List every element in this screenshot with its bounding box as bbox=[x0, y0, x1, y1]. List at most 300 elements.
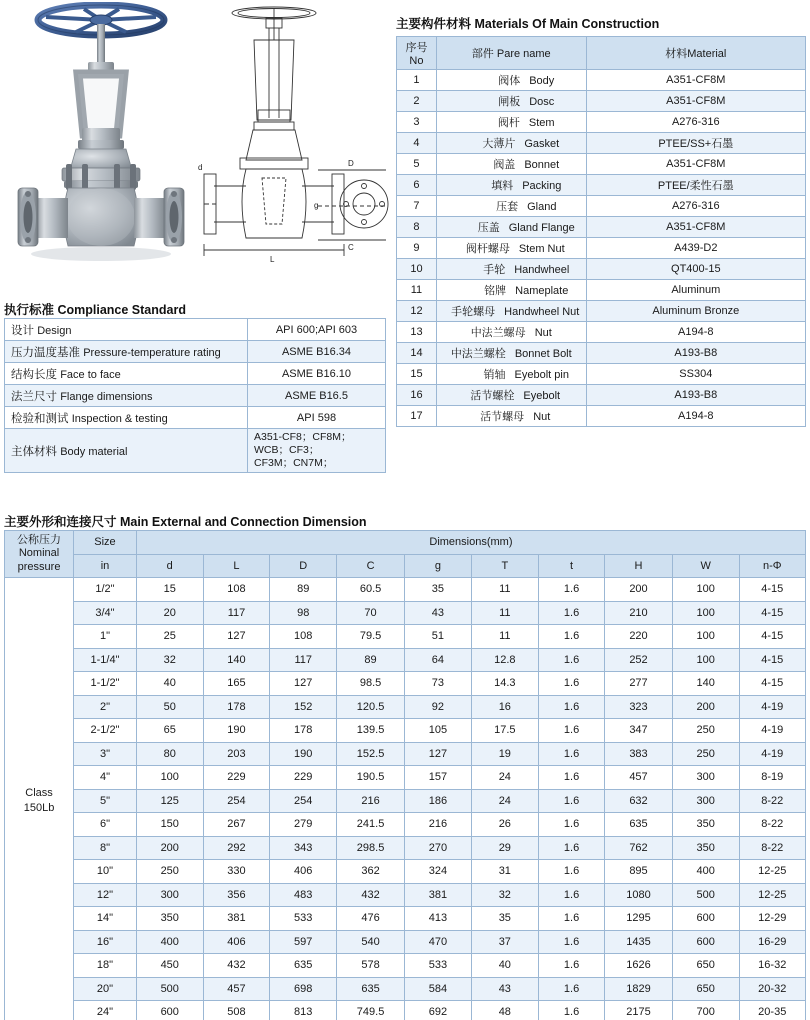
dimensions-size-value: 1" bbox=[74, 625, 137, 649]
dimensions-cell-L: 108 bbox=[203, 578, 270, 602]
materials-row bbox=[397, 91, 806, 112]
dimensions-header-row-2 bbox=[5, 554, 806, 578]
compliance-label-en: Face to face bbox=[60, 368, 121, 381]
dimensions-cell-D: 117 bbox=[270, 648, 337, 672]
material-value: A276-316 bbox=[586, 112, 805, 133]
dimensions-cell-n: 8-19 bbox=[739, 766, 806, 790]
compliance-label-en: Design bbox=[37, 324, 72, 337]
dimensions-cell-H: 210 bbox=[605, 601, 673, 625]
dimensions-cell-g: 51 bbox=[405, 625, 472, 649]
dimensions-cell-D: 89 bbox=[270, 578, 337, 602]
dimensions-cell-T: 29 bbox=[471, 836, 538, 860]
dimensions-cell-L: 165 bbox=[203, 672, 270, 696]
dimensions-cell-g: 470 bbox=[405, 930, 472, 954]
dimensions-cell-W: 350 bbox=[672, 813, 739, 837]
dimensions-cell-n: 4-19 bbox=[739, 695, 806, 719]
material-part: 阀杆 Stem bbox=[436, 112, 586, 133]
materials-row bbox=[397, 133, 806, 154]
materials-header-part: 部件 Pare name bbox=[436, 37, 586, 70]
dimensions-cell-g: 127 bbox=[405, 742, 472, 766]
dimensions-cell-C: 139.5 bbox=[337, 719, 405, 743]
dimensions-header-col-C: C bbox=[337, 554, 405, 578]
dimensions-size-value: 1/2" bbox=[74, 578, 137, 602]
dimensions-cell-t: 1.6 bbox=[538, 907, 604, 931]
dimensions-cell-D: 483 bbox=[270, 883, 337, 907]
dimensions-size-value: 18" bbox=[74, 954, 137, 978]
dimensions-header-size: Size bbox=[74, 531, 137, 555]
material-no: 14 bbox=[397, 343, 437, 364]
dimensions-cell-D: 635 bbox=[270, 954, 337, 978]
dimensions-header-size-unit: in bbox=[74, 554, 137, 578]
svg-text:L: L bbox=[270, 255, 275, 264]
dimensions-cell-C: 635 bbox=[337, 977, 405, 1001]
dimensions-cell-D: 254 bbox=[270, 789, 337, 813]
material-part: 闸板 Dosc bbox=[436, 91, 586, 112]
dimensions-cell-W: 350 bbox=[672, 836, 739, 860]
material-no: 1 bbox=[397, 70, 437, 91]
dimensions-cell-C: 432 bbox=[337, 883, 405, 907]
dimensions-cell-n: 16-29 bbox=[739, 930, 806, 954]
material-part: 手轮螺母 Handwheel Nut bbox=[436, 301, 586, 322]
dimensions-cell-C: 89 bbox=[337, 648, 405, 672]
dimensions-row bbox=[5, 977, 806, 1001]
dimensions-cell-H: 1829 bbox=[605, 977, 673, 1001]
dimensions-cell-D: 108 bbox=[270, 625, 337, 649]
dimensions-cell-W: 100 bbox=[672, 601, 739, 625]
svg-text:C: C bbox=[348, 243, 354, 252]
compliance-value: ASME B16.34 bbox=[248, 341, 386, 363]
dimensions-size-value: 10" bbox=[74, 860, 137, 884]
dimensions-cell-T: 16 bbox=[471, 695, 538, 719]
dimensions-cell-W: 650 bbox=[672, 977, 739, 1001]
dimensions-cell-D: 98 bbox=[270, 601, 337, 625]
dimensions-cell-D: 813 bbox=[270, 1001, 337, 1020]
dimensions-cell-D: 597 bbox=[270, 930, 337, 954]
dimensions-cell-d: 600 bbox=[136, 1001, 203, 1020]
dimensions-cell-W: 100 bbox=[672, 625, 739, 649]
dimensions-cell-n: 20-32 bbox=[739, 977, 806, 1001]
dimensions-cell-C: 152.5 bbox=[337, 742, 405, 766]
dimensions-cell-d: 200 bbox=[136, 836, 203, 860]
product-images bbox=[0, 0, 390, 292]
header-no-line2: No bbox=[409, 55, 424, 67]
material-part: 中法兰螺母 Nut bbox=[436, 322, 586, 343]
dimensions-row bbox=[5, 719, 806, 743]
materials-row bbox=[397, 175, 806, 196]
material-value: PTEE/SS+石墨 bbox=[586, 133, 805, 154]
dimensions-row bbox=[5, 578, 806, 602]
compliance-row bbox=[5, 385, 386, 407]
dimensions-cell-L: 267 bbox=[203, 813, 270, 837]
dimensions-row bbox=[5, 954, 806, 978]
dimensions-row bbox=[5, 648, 806, 672]
materials-title: 主要构件材料 Materials Of Main Construction bbox=[396, 17, 660, 31]
dimensions-cell-n: 4-15 bbox=[739, 648, 806, 672]
dimensions-cell-t: 1.6 bbox=[538, 695, 604, 719]
compliance-label bbox=[5, 363, 248, 385]
dimensions-cell-n: 4-15 bbox=[739, 601, 806, 625]
dimensions-cell-H: 2175 bbox=[605, 1001, 673, 1020]
dimensions-cell-d: 250 bbox=[136, 860, 203, 884]
dimensions-header-col-L: L bbox=[203, 554, 270, 578]
dimensions-cell-d: 15 bbox=[136, 578, 203, 602]
dimensions-cell-W: 650 bbox=[672, 954, 739, 978]
materials-row bbox=[397, 280, 806, 301]
dimensions-cell-H: 323 bbox=[605, 695, 673, 719]
material-no: 2 bbox=[397, 91, 437, 112]
dimensions-row bbox=[5, 930, 806, 954]
dimensions-cell-W: 100 bbox=[672, 578, 739, 602]
dimensions-size-value: 16" bbox=[74, 930, 137, 954]
dimensions-table bbox=[4, 530, 806, 1020]
dimensions-cell-g: 692 bbox=[405, 1001, 472, 1020]
material-no: 9 bbox=[397, 238, 437, 259]
dimensions-cell-L: 432 bbox=[203, 954, 270, 978]
compliance-label-en: Inspection & testing bbox=[71, 412, 168, 425]
materials-row bbox=[397, 238, 806, 259]
dimensions-cell-D: 406 bbox=[270, 860, 337, 884]
dimensions-cell-d: 65 bbox=[136, 719, 203, 743]
dimensions-cell-T: 37 bbox=[471, 930, 538, 954]
dimensions-cell-L: 457 bbox=[203, 977, 270, 1001]
material-no: 17 bbox=[397, 406, 437, 427]
dimensions-size-value: 14" bbox=[74, 907, 137, 931]
dimensions-cell-n: 4-15 bbox=[739, 625, 806, 649]
dimensions-cell-T: 17.5 bbox=[471, 719, 538, 743]
compliance-row bbox=[5, 319, 386, 341]
dimensions-cell-d: 20 bbox=[136, 601, 203, 625]
dimensions-cell-T: 11 bbox=[471, 625, 538, 649]
dimensions-row bbox=[5, 907, 806, 931]
material-no: 3 bbox=[397, 112, 437, 133]
material-part: 销轴 Eyebolt pin bbox=[436, 364, 586, 385]
material-part: 填料 Packing bbox=[436, 175, 586, 196]
material-no: 4 bbox=[397, 133, 437, 154]
dimensions-cell-H: 200 bbox=[605, 578, 673, 602]
dimensions-cell-L: 127 bbox=[203, 625, 270, 649]
dimensions-cell-C: 120.5 bbox=[337, 695, 405, 719]
dimensions-cell-g: 43 bbox=[405, 601, 472, 625]
dimensions-size-value: 1-1/4" bbox=[74, 648, 137, 672]
dimensions-size-value: 1-1/2" bbox=[74, 672, 137, 696]
dimensions-cell-C: 190.5 bbox=[337, 766, 405, 790]
dimensions-cell-t: 1.6 bbox=[538, 836, 604, 860]
dimensions-cell-T: 35 bbox=[471, 907, 538, 931]
material-value: A351-CF8M bbox=[586, 154, 805, 175]
material-value: A194-8 bbox=[586, 406, 805, 427]
dimensions-cell-g: 186 bbox=[405, 789, 472, 813]
dimensions-cell-t: 1.6 bbox=[538, 813, 604, 837]
materials-row bbox=[397, 196, 806, 217]
dimensions-row bbox=[5, 789, 806, 813]
dimensions-cell-W: 300 bbox=[672, 766, 739, 790]
materials-row bbox=[397, 322, 806, 343]
materials-row bbox=[397, 259, 806, 280]
dimension-drawing bbox=[196, 0, 390, 292]
dimensions-cell-g: 35 bbox=[405, 578, 472, 602]
material-no: 5 bbox=[397, 154, 437, 175]
compliance-label bbox=[5, 319, 248, 341]
materials-row bbox=[397, 301, 806, 322]
dimensions-cell-g: 413 bbox=[405, 907, 472, 931]
dimensions-cell-L: 229 bbox=[203, 766, 270, 790]
dimensions-cell-d: 125 bbox=[136, 789, 203, 813]
dimensions-cell-d: 400 bbox=[136, 930, 203, 954]
compliance-label-en: Body material bbox=[60, 445, 128, 458]
dimensions-cell-n: 8-22 bbox=[739, 813, 806, 837]
dimensions-cell-C: 79.5 bbox=[337, 625, 405, 649]
compliance-label-cn: 压力温度基准 bbox=[11, 346, 84, 359]
dimensions-cell-C: 98.5 bbox=[337, 672, 405, 696]
dimensions-header-col-n: n-Φ bbox=[739, 554, 806, 578]
dimensions-cell-H: 457 bbox=[605, 766, 673, 790]
material-no: 7 bbox=[397, 196, 437, 217]
dimensions-row bbox=[5, 860, 806, 884]
dimensions-size-value: 2" bbox=[74, 695, 137, 719]
dimensions-cell-H: 895 bbox=[605, 860, 673, 884]
dimensions-cell-g: 270 bbox=[405, 836, 472, 860]
dimensions-cell-n: 16-32 bbox=[739, 954, 806, 978]
dimensions-cell-W: 250 bbox=[672, 719, 739, 743]
materials-row bbox=[397, 364, 806, 385]
dimensions-cell-W: 600 bbox=[672, 930, 739, 954]
dimensions-cell-H: 632 bbox=[605, 789, 673, 813]
dimensions-cell-g: 73 bbox=[405, 672, 472, 696]
dimensions-cell-L: 203 bbox=[203, 742, 270, 766]
dimensions-row bbox=[5, 672, 806, 696]
dimensions-cell-D: 533 bbox=[270, 907, 337, 931]
compliance-row bbox=[5, 341, 386, 363]
svg-text:d: d bbox=[198, 163, 203, 172]
dimensions-cell-W: 250 bbox=[672, 742, 739, 766]
dimensions-header-col-g: g bbox=[405, 554, 472, 578]
dimensions-cell-g: 381 bbox=[405, 883, 472, 907]
material-value: A351-CF8M bbox=[586, 70, 805, 91]
dimensions-cell-H: 635 bbox=[605, 813, 673, 837]
dimensions-cell-L: 178 bbox=[203, 695, 270, 719]
dimensions-cell-d: 350 bbox=[136, 907, 203, 931]
dimensions-cell-T: 11 bbox=[471, 578, 538, 602]
dimensions-cell-t: 1.6 bbox=[538, 954, 604, 978]
dimensions-cell-C: 298.5 bbox=[337, 836, 405, 860]
dimensions-cell-t: 1.6 bbox=[538, 625, 604, 649]
dimensions-cell-L: 190 bbox=[203, 719, 270, 743]
dimensions-size-value: 20" bbox=[74, 977, 137, 1001]
dimensions-cell-d: 450 bbox=[136, 954, 203, 978]
dimensions-header-dimensions: Dimensions(mm) bbox=[136, 531, 805, 555]
dimensions-cell-g: 324 bbox=[405, 860, 472, 884]
material-no: 11 bbox=[397, 280, 437, 301]
materials-row bbox=[397, 217, 806, 238]
dimensions-cell-n: 20-35 bbox=[739, 1001, 806, 1020]
dimensions-cell-n: 4-19 bbox=[739, 719, 806, 743]
material-value: A194-8 bbox=[586, 322, 805, 343]
dimensions-cell-n: 4-19 bbox=[739, 742, 806, 766]
material-value: QT400-15 bbox=[586, 259, 805, 280]
dimensions-size-value: 3/4" bbox=[74, 601, 137, 625]
dimensions-cell-D: 178 bbox=[270, 719, 337, 743]
dimensions-cell-T: 31 bbox=[471, 860, 538, 884]
dimensions-cell-T: 40 bbox=[471, 954, 538, 978]
dimensions-cell-d: 40 bbox=[136, 672, 203, 696]
dimensions-cell-d: 50 bbox=[136, 695, 203, 719]
dimensions-cell-L: 406 bbox=[203, 930, 270, 954]
dimensions-cell-t: 1.6 bbox=[538, 578, 604, 602]
material-part: 压盖 Gland Flange bbox=[436, 217, 586, 238]
dimensions-header-col-W: W bbox=[672, 554, 739, 578]
materials-row bbox=[397, 70, 806, 91]
dimensions-cell-T: 14.3 bbox=[471, 672, 538, 696]
dimensions-cell-T: 26 bbox=[471, 813, 538, 837]
dimensions-header-col-D: D bbox=[270, 554, 337, 578]
dimensions-cell-g: 92 bbox=[405, 695, 472, 719]
material-no: 15 bbox=[397, 364, 437, 385]
dimensions-size-value: 4" bbox=[74, 766, 137, 790]
dimensions-cell-g: 64 bbox=[405, 648, 472, 672]
dimensions-cell-g: 584 bbox=[405, 977, 472, 1001]
material-part: 活节螺栓 Eyebolt bbox=[436, 385, 586, 406]
dimensions-size-value: 24" bbox=[74, 1001, 137, 1020]
materials-header-material: 材料Material bbox=[586, 37, 805, 70]
material-part: 压套 Gland bbox=[436, 196, 586, 217]
materials-row bbox=[397, 112, 806, 133]
compliance-label-cn: 结构长度 bbox=[11, 368, 61, 381]
dimensions-cell-L: 330 bbox=[203, 860, 270, 884]
material-part: 中法兰螺栓 Bonnet Bolt bbox=[436, 343, 586, 364]
dimensions-size-value: 12" bbox=[74, 883, 137, 907]
dimensions-row bbox=[5, 742, 806, 766]
dimensions-cell-g: 157 bbox=[405, 766, 472, 790]
dimensions-cell-D: 279 bbox=[270, 813, 337, 837]
dimensions-size-value: 6" bbox=[74, 813, 137, 837]
material-part: 阀杆螺母 Stem Nut bbox=[436, 238, 586, 259]
dimensions-size-value: 5" bbox=[74, 789, 137, 813]
dimensions-cell-W: 600 bbox=[672, 907, 739, 931]
dimensions-row bbox=[5, 766, 806, 790]
material-part: 活节螺母 Nut bbox=[436, 406, 586, 427]
dimensions-cell-n: 8-22 bbox=[739, 836, 806, 860]
dimensions-cell-C: 241.5 bbox=[337, 813, 405, 837]
dimensions-cell-C: 540 bbox=[337, 930, 405, 954]
material-value: A276-316 bbox=[586, 196, 805, 217]
compliance-value: A351-CF8；CF8M； WCB；CF3； CF3M；CN7M； bbox=[248, 429, 386, 473]
dimensions-cell-H: 277 bbox=[605, 672, 673, 696]
dimensions-cell-n: 8-22 bbox=[739, 789, 806, 813]
compliance-label bbox=[5, 407, 248, 429]
compliance-label-en: Flange dimensions bbox=[60, 390, 153, 403]
dimensions-cell-T: 32 bbox=[471, 883, 538, 907]
material-value: A193-B8 bbox=[586, 385, 805, 406]
dimensions-cell-n: 12-29 bbox=[739, 907, 806, 931]
dimensions-cell-t: 1.6 bbox=[538, 1001, 604, 1020]
dimensions-cell-D: 229 bbox=[270, 766, 337, 790]
compliance-row bbox=[5, 407, 386, 429]
dimensions-row bbox=[5, 601, 806, 625]
dimensions-cell-T: 19 bbox=[471, 742, 538, 766]
materials-row bbox=[397, 406, 806, 427]
dimensions-cell-t: 1.6 bbox=[538, 742, 604, 766]
dimensions-cell-C: 578 bbox=[337, 954, 405, 978]
dimensions-cell-D: 190 bbox=[270, 742, 337, 766]
dimensions-cell-n: 12-25 bbox=[739, 860, 806, 884]
compliance-label-cn: 检验和测试 bbox=[11, 412, 72, 425]
compliance-standard-title: 执行标准 Compliance Standard bbox=[4, 303, 186, 317]
material-value: PTEE/柔性石墨 bbox=[586, 175, 805, 196]
dimensions-cell-W: 140 bbox=[672, 672, 739, 696]
material-value: A193-B8 bbox=[586, 343, 805, 364]
dimensions-cell-C: 70 bbox=[337, 601, 405, 625]
dimensions-cell-d: 80 bbox=[136, 742, 203, 766]
dimensions-row bbox=[5, 836, 806, 860]
dimensions-cell-t: 1.6 bbox=[538, 648, 604, 672]
compliance-row bbox=[5, 429, 386, 473]
materials-row bbox=[397, 385, 806, 406]
compliance-label-cn: 主体材料 bbox=[11, 445, 61, 458]
dimensions-cell-T: 24 bbox=[471, 766, 538, 790]
compliance-label-en: Pressure-temperature rating bbox=[83, 346, 221, 359]
dimensions-cell-T: 48 bbox=[471, 1001, 538, 1020]
dimensions-cell-t: 1.6 bbox=[538, 719, 604, 743]
header-no-line1: 序号 bbox=[405, 42, 428, 54]
dimensions-cell-H: 1295 bbox=[605, 907, 673, 931]
dimensions-cell-C: 362 bbox=[337, 860, 405, 884]
material-no: 13 bbox=[397, 322, 437, 343]
dimensions-cell-d: 32 bbox=[136, 648, 203, 672]
dimensions-cell-t: 1.6 bbox=[538, 601, 604, 625]
dimensions-cell-d: 300 bbox=[136, 883, 203, 907]
dimensions-cell-H: 383 bbox=[605, 742, 673, 766]
dimensions-cell-t: 1.6 bbox=[538, 766, 604, 790]
dimensions-cell-t: 1.6 bbox=[538, 883, 604, 907]
dimensions-cell-H: 1080 bbox=[605, 883, 673, 907]
dimensions-cell-D: 127 bbox=[270, 672, 337, 696]
material-no: 8 bbox=[397, 217, 437, 238]
dimensions-cell-H: 1435 bbox=[605, 930, 673, 954]
gate-valve-photo bbox=[6, 2, 196, 292]
dimensions-row bbox=[5, 625, 806, 649]
dimensions-cell-L: 356 bbox=[203, 883, 270, 907]
material-value: SS304 bbox=[586, 364, 805, 385]
dimensions-cell-T: 43 bbox=[471, 977, 538, 1001]
dimensions-cell-g: 105 bbox=[405, 719, 472, 743]
dimensions-cell-n: 4-15 bbox=[739, 672, 806, 696]
dimensions-header-col-t: t bbox=[538, 554, 604, 578]
dimensions-header-nominal-pressure: 公称压力 Nominal pressure bbox=[5, 531, 74, 578]
dimensions-title: 主要外形和连接尺寸 Main External and Connection Dimension bbox=[4, 515, 367, 529]
svg-text:D: D bbox=[348, 159, 354, 168]
material-value: A439-D2 bbox=[586, 238, 805, 259]
material-value: A351-CF8M bbox=[586, 91, 805, 112]
dimensions-cell-d: 25 bbox=[136, 625, 203, 649]
dimensions-cell-n: 12-25 bbox=[739, 883, 806, 907]
dimensions-cell-L: 117 bbox=[203, 601, 270, 625]
dimensions-cell-t: 1.6 bbox=[538, 977, 604, 1001]
dimensions-cell-H: 220 bbox=[605, 625, 673, 649]
materials-header-no bbox=[397, 37, 437, 70]
material-value: A351-CF8M bbox=[586, 217, 805, 238]
dimensions-cell-W: 200 bbox=[672, 695, 739, 719]
dimensions-cell-L: 140 bbox=[203, 648, 270, 672]
dimensions-header-col-H: H bbox=[605, 554, 673, 578]
compliance-value: API 600;API 603 bbox=[248, 319, 386, 341]
dimensions-cell-H: 347 bbox=[605, 719, 673, 743]
compliance-label bbox=[5, 385, 248, 407]
dimensions-cell-W: 400 bbox=[672, 860, 739, 884]
dimensions-cell-W: 500 bbox=[672, 883, 739, 907]
dimensions-cell-D: 152 bbox=[270, 695, 337, 719]
material-no: 16 bbox=[397, 385, 437, 406]
dimensions-cell-d: 500 bbox=[136, 977, 203, 1001]
